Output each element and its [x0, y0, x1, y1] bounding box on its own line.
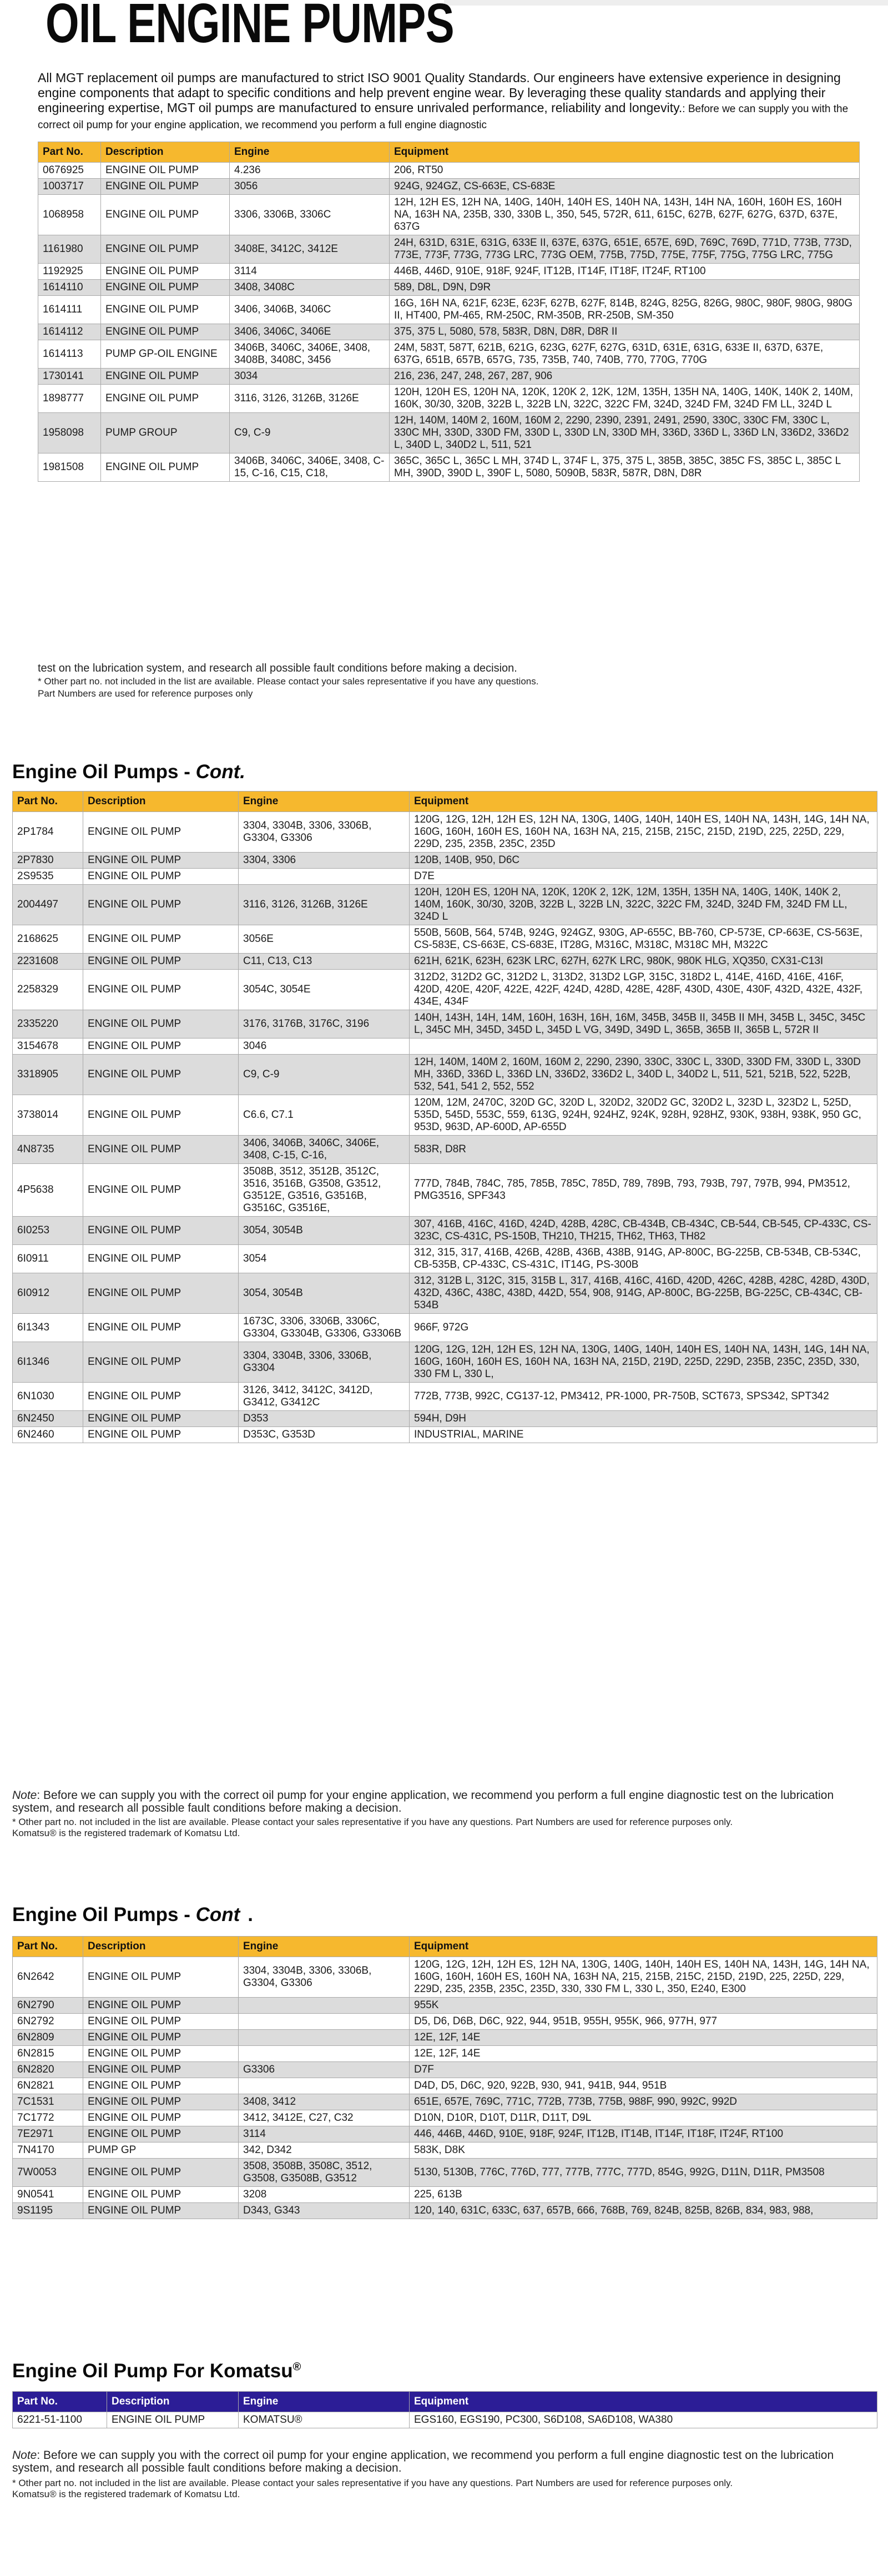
engine-cell: 3208 [239, 2187, 410, 2203]
part-number-cell: 1614110 [38, 280, 101, 296]
table-row [38, 324, 860, 340]
engine-cell: 4.236 [230, 163, 390, 179]
engine-cell: 342, D342 [239, 2143, 410, 2159]
table4-fine-2: Komatsu® is the registered trademark of Komatsu Ltd. [12, 2489, 240, 2499]
equipment-cell: 594H, D9H [410, 1411, 877, 1427]
description-cell: ENGINE OIL PUMP [83, 1010, 239, 1039]
intro-paragraph [38, 70, 859, 133]
parts-table-3 [12, 1936, 877, 2219]
col-header-engine: Engine [239, 792, 410, 812]
table1-fine-2: Part Numbers are used for reference purposes only [38, 688, 253, 699]
engine-cell: 3304, 3304B, 3306, 3306B, G3304 [239, 1342, 410, 1383]
engine-cell: D343, G343 [239, 2203, 410, 2219]
description-cell: ENGINE OIL PUMP [101, 385, 230, 413]
description-cell: ENGINE OIL PUMP [83, 970, 239, 1010]
description-cell: ENGINE OIL PUMP [83, 869, 239, 885]
engine-cell: 3034 [230, 369, 390, 385]
table-row [13, 885, 877, 925]
equipment-cell: D7E [410, 869, 877, 885]
col-header-description: Description [101, 142, 230, 163]
table-row [38, 195, 860, 235]
part-number-cell: 6I1346 [13, 1342, 83, 1383]
equipment-cell: 772B, 773B, 992C, CG137-12, PM3412, PR-1000, PR-750B, SCT673, SPS342, SPT342 [410, 1383, 877, 1411]
description-cell: ENGINE OIL PUMP [101, 280, 230, 296]
equipment-cell: 550B, 560B, 564, 574B, 924G, 924GZ, 930G, AP-655C, BB-760, CP-573E, CP-663E, CS-563E, CS-583E, CS-663E, CS-683E, IT28G, M316C, M318C, M318C MH, M322C [410, 925, 877, 954]
col-header-engine: Engine [230, 142, 390, 163]
equipment-cell: 12H, 12H ES, 12H NA, 140G, 140H, 140H ES, 140H NA, 143H, 14H NA, 160H, 160H ES, 160H NA, 163H NA, 235B, 330, 330B L, 350, 545, 572R, 611, 615C, 627B, 627F, 627G, 637D, 637E, 637G [390, 195, 860, 235]
table-row [38, 179, 860, 195]
col-header-description: Description [107, 2392, 239, 2412]
equipment-cell: D7F [410, 2062, 877, 2078]
table-row [13, 1095, 877, 1136]
parts-table-komatsu [12, 2391, 877, 2428]
section-4-reg: ® [292, 2361, 301, 2373]
table-row [13, 2412, 877, 2428]
description-cell: ENGINE OIL PUMP [83, 2046, 239, 2062]
part-number-cell: 6I1343 [13, 1314, 83, 1342]
table-row [38, 453, 860, 482]
equipment-cell: 966F, 972G [410, 1314, 877, 1342]
engine-cell [239, 2014, 410, 2030]
table-row [13, 1164, 877, 1217]
equipment-cell: 621H, 621K, 623H, 623K LRC, 627H, 627K LRC, 980K, 980K HLG, XQ350, CX31-C13I [410, 954, 877, 970]
description-cell: ENGINE OIL PUMP [101, 324, 230, 340]
engine-cell: D353C, G353D [239, 1427, 410, 1443]
part-number-cell: 7E2971 [13, 2126, 83, 2143]
section-3-title: Engine Oil Pumps - [12, 1904, 196, 1925]
part-number-cell: 6I0911 [13, 1245, 83, 1273]
part-number-cell: 6N2450 [13, 1411, 83, 1427]
description-cell: ENGINE OIL PUMP [83, 1383, 239, 1411]
col-header-equipment: Equipment [410, 2392, 877, 2412]
table-row [38, 369, 860, 385]
equipment-cell: 777D, 784B, 784C, 785, 785B, 785C, 785D, 789, 789B, 793, 793B, 797, 797B, 994, PM3512, PMG3516, SPF343 [410, 1164, 877, 1217]
description-cell: ENGINE OIL PUMP [101, 453, 230, 482]
part-number-cell: 1614111 [38, 296, 101, 324]
equipment-cell: D10N, D10R, D10T, D11R, D11T, D9L [410, 2110, 877, 2126]
table-row [13, 1411, 877, 1427]
equipment-cell: D5, D6, D6B, D6C, 922, 944, 951B, 955H, 955K, 966, 977H, 977 [410, 2014, 877, 2030]
description-cell: ENGINE OIL PUMP [83, 1314, 239, 1342]
table-row [13, 1383, 877, 1411]
equipment-cell: 120G, 12G, 12H, 12H ES, 12H NA, 130G, 140G, 140H, 140H ES, 140H NA, 143H, 14G, 14H NA, 160G, 160H, 160H ES, 160H NA, 163H NA, 215D, 219D, 225D, 229D, 235B, 235C, 235D, 330, 330 FM L, 330 L, [410, 1342, 877, 1383]
table-row [13, 2046, 877, 2062]
description-cell: ENGINE OIL PUMP [83, 1342, 239, 1383]
intro-inline-note: : Before we can supply you with the correct oil pump for your engine application, we recommend you perform a full engine diagnostic [38, 103, 849, 131]
engine-cell: 3406, 3406B, 3406C [230, 296, 390, 324]
equipment-cell: 225, 613B [410, 2187, 877, 2203]
equipment-cell: 16G, 16H NA, 621F, 623E, 623F, 627B, 627F, 814B, 824G, 825G, 826G, 980C, 980F, 980G, 980G II, HT400, PM-465, RM-250C, RM-350B, RR-250B, SM-350 [390, 296, 860, 324]
engine-cell: 3304, 3304B, 3306, 3306B, G3304, G3306 [239, 1957, 410, 1998]
part-number-cell: 3738014 [13, 1095, 83, 1136]
part-number-cell: 4N8735 [13, 1136, 83, 1164]
equipment-cell: 120M, 12M, 2470C, 320D GC, 320D L, 320D2, 320D2 GC, 320D2 L, 323D L, 323D2 L, 525D, 535D, 545D, 553C, 559, 613G, 924H, 924HZ, 924K, 928H, 928HZ, 930K, 938H, 938K, 950 GC, 953D, 963D, AP-600D, AP-655D [410, 1095, 877, 1136]
table-row [13, 970, 877, 1010]
table-row [13, 1136, 877, 1164]
description-cell: ENGINE OIL PUMP [83, 2187, 239, 2203]
col-header-equipment: Equipment [410, 1937, 877, 1957]
description-cell: ENGINE OIL PUMP [101, 264, 230, 280]
engine-cell: 3408E, 3412C, 3412E [230, 235, 390, 264]
col-header-description: Description [83, 1937, 239, 1957]
description-cell: ENGINE OIL PUMP [83, 1039, 239, 1055]
table-row [13, 1055, 877, 1095]
table-row [13, 2110, 877, 2126]
equipment-cell: EGS160, EGS190, PC300, S6D108, SA6D108, WA380 [410, 2412, 877, 2428]
table-row [13, 1314, 877, 1342]
table-row [13, 2014, 877, 2030]
col-header-part: Part No. [38, 142, 101, 163]
table-row [13, 2062, 877, 2078]
description-cell: ENGINE OIL PUMP [83, 925, 239, 954]
equipment-cell: 120, 140, 631C, 633C, 637, 657B, 666, 768B, 769, 824B, 825B, 826B, 834, 983, 988, [410, 2203, 877, 2219]
engine-cell [239, 869, 410, 885]
engine-cell: 3116, 3126, 3126B, 3126E [239, 885, 410, 925]
table-header-row [13, 2392, 877, 2412]
col-header-description: Description [83, 792, 239, 812]
part-number-cell: 9N0541 [13, 2187, 83, 2203]
equipment-cell: 924G, 924GZ, CS-663E, CS-683E [390, 179, 860, 195]
col-header-part: Part No. [13, 792, 83, 812]
equipment-cell: 120B, 140B, 950, D6C [410, 853, 877, 869]
equipment-cell: 120H, 120H ES, 120H NA, 120K, 120K 2, 12K, 12M, 135H, 135H NA, 140G, 140K, 140K 2, 140M, 160K, 30/30, 320B, 322B L, 322B LN, 322C, 322C FM, 324D, 324D FM, 324D FM LL, 324D L [410, 885, 877, 925]
table-row [13, 1427, 877, 1443]
table-row [13, 1245, 877, 1273]
part-number-cell: 4P5638 [13, 1164, 83, 1217]
table-row [13, 1998, 877, 2014]
engine-cell: 3126, 3412, 3412C, 3412D, G3412, G3412C [239, 1383, 410, 1411]
parts-table-1 [38, 142, 860, 482]
equipment-cell: 312, 312B L, 312C, 315, 315B L, 317, 416B, 416C, 416D, 420D, 426C, 428B, 428C, 428D, 430D, 432D, 436C, 438C, 438D, 442D, 554, 908, 914G, AP-800C, BG-225B, BG-225C, CB-434C, CB-534B [410, 1273, 877, 1314]
table-row [13, 1273, 877, 1314]
description-cell: ENGINE OIL PUMP [83, 1411, 239, 1427]
engine-cell: 3056 [230, 179, 390, 195]
part-number-cell: 2P1784 [13, 812, 83, 853]
engine-cell [239, 2078, 410, 2094]
equipment-cell: 651E, 657E, 769C, 771C, 772B, 773B, 775B, 988F, 990, 992C, 992D [410, 2094, 877, 2110]
part-number-cell: 9S1195 [13, 2203, 83, 2219]
part-number-cell: 1730141 [38, 369, 101, 385]
description-cell: PUMP GROUP [101, 413, 230, 453]
equipment-cell: 12E, 12F, 14E [410, 2046, 877, 2062]
engine-cell: KOMATSU® [239, 2412, 410, 2428]
equipment-cell [410, 1039, 877, 1055]
equipment-cell: D4D, D5, D6C, 920, 922B, 930, 941, 941B, 944, 951B [410, 2078, 877, 2094]
part-number-cell: 7W0053 [13, 2159, 83, 2187]
table-row [13, 954, 877, 970]
table2-note-label: Note [12, 1789, 37, 1802]
table-row [13, 2187, 877, 2203]
part-number-cell: 6N2790 [13, 1998, 83, 2014]
equipment-cell: 120G, 12G, 12H, 12H ES, 12H NA, 130G, 140G, 140H, 140H ES, 140H NA, 143H, 14G, 14H NA, 160G, 160H, 160H ES, 160H NA, 163H NA, 215, 215B, 215C, 215D, 219D, 225, 225D, 229, 229D, 235, 235B, 235C, 235D, 330, 330 FM L, 330 L, 350, E240, E300 [410, 1957, 877, 1998]
part-number-cell: 7C1772 [13, 2110, 83, 2126]
section-heading-2 [12, 761, 245, 783]
engine-cell: C9, C-9 [239, 1055, 410, 1095]
table-header-row [13, 792, 877, 812]
table-row [38, 235, 860, 264]
engine-cell: 3406B, 3406C, 3406E, 3408, C-15, C-16, C15, C18, [230, 453, 390, 482]
section-2-title: Engine Oil Pumps - [12, 761, 196, 783]
engine-cell: D353 [239, 1411, 410, 1427]
equipment-cell: 12E, 12F, 14E [410, 2030, 877, 2046]
section-3-dot: . [248, 1904, 254, 1925]
part-number-cell: 6I0912 [13, 1273, 83, 1314]
section-4-title: Engine Oil Pump For Komatsu [12, 2360, 293, 2382]
table2-note [12, 1789, 867, 1814]
part-number-cell: 0676925 [38, 163, 101, 179]
description-cell: ENGINE OIL PUMP [83, 1164, 239, 1217]
part-number-cell: 2S9535 [13, 869, 83, 885]
col-header-part: Part No. [13, 2392, 107, 2412]
equipment-cell: 120G, 12G, 12H, 12H ES, 12H NA, 130G, 140G, 140H, 140H ES, 140H NA, 143H, 14G, 14H NA, 160G, 160H, 160H ES, 160H NA, 163H NA, 215, 215B, 215C, 215D, 219D, 225, 225D, 229, 229D, 235, 235B, 235C, 235D [410, 812, 877, 853]
engine-cell: 3508B, 3512, 3512B, 3512C, 3516, 3516B, G3508, G3512, G3512E, G3516, G3516B, G3516C, G3516E, [239, 1164, 410, 1217]
description-cell: ENGINE OIL PUMP [83, 1055, 239, 1095]
description-cell: ENGINE OIL PUMP [101, 369, 230, 385]
description-cell: ENGINE OIL PUMP [83, 1273, 239, 1314]
table-row [13, 1010, 877, 1039]
table-header-row [38, 142, 860, 163]
part-number-cell: 2231608 [13, 954, 83, 970]
engine-cell: 3054, 3054B [239, 1217, 410, 1245]
table2-fine-1: * Other part no. not included in the list are available. Please contact your sales representative if you have any questions. Part Numbers are used for reference purposes only. [12, 1817, 733, 1827]
description-cell: ENGINE OIL PUMP [83, 2126, 239, 2143]
part-number-cell: 6221-51-1100 [13, 2412, 107, 2428]
equipment-cell: 206, RT50 [390, 163, 860, 179]
description-cell: ENGINE OIL PUMP [83, 2078, 239, 2094]
engine-cell: 3412, 3412E, C27, C32 [239, 2110, 410, 2126]
col-header-engine: Engine [239, 1937, 410, 1957]
table-row [38, 413, 860, 453]
description-cell: ENGINE OIL PUMP [83, 1095, 239, 1136]
equipment-cell: 375, 375 L, 5080, 578, 583R, D8N, D8R, D8R II [390, 324, 860, 340]
equipment-cell: 583K, D8K [410, 2143, 877, 2159]
part-number-cell: 1003717 [38, 179, 101, 195]
description-cell: ENGINE OIL PUMP [83, 2110, 239, 2126]
part-number-cell: 2P7830 [13, 853, 83, 869]
equipment-cell: 365C, 365C L, 365C L MH, 374D L, 374F L, 375, 375 L, 385B, 385C, 385C FS, 385C L, 385C L MH, 390D, 390D L, 390F L, 5080, 5090B, 583R, 587R, D8N, D8R [390, 453, 860, 482]
equipment-cell: 446B, 446D, 910E, 918F, 924F, IT12B, IT14F, IT18F, IT24F, RT100 [390, 264, 860, 280]
part-number-cell: 2004497 [13, 885, 83, 925]
table-row [38, 296, 860, 324]
description-cell: ENGINE OIL PUMP [83, 853, 239, 869]
table-row [38, 340, 860, 369]
part-number-cell: 1958098 [38, 413, 101, 453]
table2-note-text: : Before we can supply you with the correct oil pump for your engine application, we recommend you perform a full engine diagnostic test on the lubrication system, and research all possible fault conditions before making a decision. [12, 1789, 834, 1814]
engine-cell: C6.6, C7.1 [239, 1095, 410, 1136]
table-row [13, 853, 877, 869]
table4-note-text: : Before we can supply you with the correct oil pump for your engine application, we recommend you perform a full engine diagnostic test on the lubrication system, and research all possible fault conditions before making a decision. [12, 2449, 834, 2474]
equipment-cell: 312D2, 312D2 GC, 312D2 L, 313D2, 313D2 LGP, 315C, 318D2 L, 414E, 416D, 416E, 416F, 420D, 420E, 420F, 422E, 422F, 424D, 428D, 428E, 428F, 430D, 430E, 430F, 432D, 432E, 432F, 434E, 434F [410, 970, 877, 1010]
engine-cell [239, 2046, 410, 2062]
engine-cell: 3406B, 3406C, 3406E, 3408, 3408B, 3408C, 3456 [230, 340, 390, 369]
engine-cell: 3054, 3054B [239, 1273, 410, 1314]
engine-cell [239, 1998, 410, 2014]
engine-cell: C9, C-9 [230, 413, 390, 453]
section-3-suffix: Cont [195, 1904, 240, 1925]
engine-cell: 3054 [239, 1245, 410, 1273]
part-number-cell: 6N2792 [13, 2014, 83, 2030]
engine-cell: G3306 [239, 2062, 410, 2078]
table2-fine-2: Komatsu® is the registered trademark of Komatsu Ltd. [12, 1828, 240, 1838]
intro-text: All MGT replacement oil pumps are manufactured to strict ISO 9001 Quality Standards. Our engineers have extensive experience in designing engine components that adapt to specific conditions and help prevent engine wear. By leveraging these quality standards and applying their engineering expertise, MGT oil pumps are manufactured to ensure unrivaled performance, reliability and longevity. [38, 70, 841, 115]
part-number-cell: 7N4170 [13, 2143, 83, 2159]
equipment-cell: 120H, 120H ES, 120H NA, 120K, 120K 2, 12K, 12M, 135H, 135H NA, 140G, 140K, 140K 2, 140M, 160K, 30/30, 320B, 322B L, 322B LN, 322C, 322C FM, 324D, 324D FM, 324D FM LL, 324D L [390, 385, 860, 413]
engine-cell: 3306, 3306B, 3306C [230, 195, 390, 235]
description-cell: ENGINE OIL PUMP [101, 296, 230, 324]
table-row [13, 1217, 877, 1245]
part-number-cell: 1161980 [38, 235, 101, 264]
description-cell: PUMP GP [83, 2143, 239, 2159]
part-number-cell: 1898777 [38, 385, 101, 413]
part-number-cell: 6N2809 [13, 2030, 83, 2046]
engine-cell: 3508, 3508B, 3508C, 3512, G3508, G3508B, G3512 [239, 2159, 410, 2187]
part-number-cell: 6N2642 [13, 1957, 83, 1998]
part-number-cell: 7C1531 [13, 2094, 83, 2110]
description-cell: ENGINE OIL PUMP [83, 885, 239, 925]
part-number-cell: 6N2821 [13, 2078, 83, 2094]
description-cell: ENGINE OIL PUMP [83, 1217, 239, 1245]
engine-cell: 3408, 3412 [239, 2094, 410, 2110]
engine-cell: 3114 [239, 2126, 410, 2143]
equipment-cell: 5130, 5130B, 776C, 776D, 777, 777B, 777C, 777D, 854G, 992G, D11N, D11R, PM3508 [410, 2159, 877, 2187]
description-cell: ENGINE OIL PUMP [83, 2014, 239, 2030]
table-row [13, 812, 877, 853]
equipment-cell: 24M, 583T, 587T, 621B, 621G, 623G, 627F, 627G, 631D, 631E, 631G, 633E II, 637D, 637E, 637G, 651B, 657B, 657G, 735, 735B, 740, 740B, 770, 770G, 770G [390, 340, 860, 369]
engine-cell: 3046 [239, 1039, 410, 1055]
equipment-cell: 955K [410, 1998, 877, 2014]
table-row [13, 2030, 877, 2046]
part-number-cell: 3154678 [13, 1039, 83, 1055]
table-row [38, 264, 860, 280]
section-2-suffix: Cont. [195, 761, 246, 783]
table-row [13, 2094, 877, 2110]
description-cell: ENGINE OIL PUMP [83, 2094, 239, 2110]
col-header-equipment: Equipment [410, 792, 877, 812]
table1-note: test on the lubrication system, and research all possible fault conditions before making a decision. [38, 662, 517, 674]
description-cell: ENGINE OIL PUMP [83, 2159, 239, 2187]
engine-cell: 3408, 3408C [230, 280, 390, 296]
section-heading-4 [12, 2360, 301, 2382]
engine-cell: 3176, 3176B, 3176C, 3196 [239, 1010, 410, 1039]
table4-note-label: Note [12, 2449, 37, 2462]
table-row [13, 2159, 877, 2187]
col-header-part: Part No. [13, 1937, 83, 1957]
engine-cell: 3116, 3126, 3126B, 3126E [230, 385, 390, 413]
part-number-cell: 2258329 [13, 970, 83, 1010]
page-title: OIL ENGINE PUMPS [46, 0, 454, 54]
equipment-cell: 589, D8L, D9N, D9R [390, 280, 860, 296]
table-row [13, 1342, 877, 1383]
table-header-row [13, 1937, 877, 1957]
description-cell: ENGINE OIL PUMP [101, 179, 230, 195]
table-row [13, 925, 877, 954]
description-cell: ENGINE OIL PUMP [83, 812, 239, 853]
engine-cell: 3406, 3406C, 3406E [230, 324, 390, 340]
engine-cell: C11, C13, C13 [239, 954, 410, 970]
description-cell: ENGINE OIL PUMP [83, 1427, 239, 1443]
table-row [13, 2078, 877, 2094]
description-cell: ENGINE OIL PUMP [101, 195, 230, 235]
table-row [13, 1039, 877, 1055]
description-cell: ENGINE OIL PUMP [83, 2203, 239, 2219]
description-cell: ENGINE OIL PUMP [83, 1957, 239, 1998]
table-row [13, 2143, 877, 2159]
equipment-cell: INDUSTRIAL, MARINE [410, 1427, 877, 1443]
description-cell: ENGINE OIL PUMP [83, 1136, 239, 1164]
equipment-cell: 446, 446B, 446D, 910E, 918F, 924F, IT12B, IT14B, IT14F, IT18F, IT24F, RT100 [410, 2126, 877, 2143]
part-number-cell: 1614112 [38, 324, 101, 340]
description-cell: PUMP GP-OIL ENGINE [101, 340, 230, 369]
engine-cell [239, 2030, 410, 2046]
description-cell: ENGINE OIL PUMP [83, 2030, 239, 2046]
description-cell: ENGINE OIL PUMP [83, 2062, 239, 2078]
table-row [13, 1957, 877, 1998]
top-gradient-bar [444, 0, 888, 6]
equipment-cell: 12H, 140M, 140M 2, 160M, 160M 2, 2290, 2390, 2391, 2491, 2590, 330C, 330C FM, 330C L, 330C MH, 330D, 330D FM, 330D L, 330D LN, 330D MH, 336D, 336D L, 336D LN, 336D2, 336D2 L, 340D L, 340D2 L, 511, 521 [390, 413, 860, 453]
table-row [38, 163, 860, 179]
parts-table-2 [12, 791, 877, 1443]
equipment-cell: 24H, 631D, 631E, 631G, 633E II, 637E, 637G, 651E, 657E, 69D, 769C, 769D, 771D, 773B, 773D, 773E, 773F, 773G, 773G LRC, 773G OEM, 775B, 775D, 775E, 775F, 775G, 775G LRC, 775G [390, 235, 860, 264]
description-cell: ENGINE OIL PUMP [101, 235, 230, 264]
engine-cell: 3054C, 3054E [239, 970, 410, 1010]
part-number-cell: 6I0253 [13, 1217, 83, 1245]
part-number-cell: 6N2820 [13, 2062, 83, 2078]
part-number-cell: 1192925 [38, 264, 101, 280]
engine-cell: 3406, 3406B, 3406C, 3406E, 3408, C-15, C-16, [239, 1136, 410, 1164]
description-cell: ENGINE OIL PUMP [83, 1245, 239, 1273]
equipment-cell: 12H, 140M, 140M 2, 160M, 160M 2, 2290, 2390, 330C, 330C L, 330D, 330D FM, 330D L, 330D MH, 336D, 336D L, 336D LN, 336D2, 336D2 L, 340D L, 340D2 L, 511, 521, 521B, 522, 522B, 532, 541, 541 2, 552, 552 [410, 1055, 877, 1095]
part-number-cell: 1068958 [38, 195, 101, 235]
table1-fine-1: * Other part no. not included in the list are available. Please contact your sales representative if you have any questions. [38, 676, 539, 687]
part-number-cell: 6N2460 [13, 1427, 83, 1443]
col-header-equipment: Equipment [390, 142, 860, 163]
table-row [38, 385, 860, 413]
equipment-cell: 307, 416B, 416C, 416D, 424D, 428B, 428C, CB-434B, CB-434C, CB-544, CB-545, CP-433C, CS-323C, CS-431C, PS-150B, TH210, TH215, TH62, TH63, TH82 [410, 1217, 877, 1245]
part-number-cell: 6N1030 [13, 1383, 83, 1411]
engine-cell: 3304, 3304B, 3306, 3306B, G3304, G3306 [239, 812, 410, 853]
description-cell: ENGINE OIL PUMP [83, 1998, 239, 2014]
part-number-cell: 6N2815 [13, 2046, 83, 2062]
equipment-cell: 216, 236, 247, 248, 267, 287, 906 [390, 369, 860, 385]
col-header-engine: Engine [239, 2392, 410, 2412]
engine-cell: 3304, 3306 [239, 853, 410, 869]
table4-fine-1: * Other part no. not included in the list are available. Please contact your sales representative if you have any questions. Part Numbers are used for reference purposes only. [12, 2478, 733, 2488]
table-row [13, 869, 877, 885]
part-number-cell: 3318905 [13, 1055, 83, 1095]
equipment-cell: 583R, D8R [410, 1136, 877, 1164]
table4-note [12, 2449, 867, 2474]
equipment-cell: 312, 315, 317, 416B, 426B, 428B, 436B, 438B, 914G, AP-800C, BG-225B, CB-534B, CB-534C, CB-535B, CP-433C, CS-431C, IT14G, PS-300B [410, 1245, 877, 1273]
description-cell: ENGINE OIL PUMP [107, 2412, 239, 2428]
part-number-cell: 1981508 [38, 453, 101, 482]
engine-cell: 1673C, 3306, 3306B, 3306C, G3304, G3304B, G3306, G3306B [239, 1314, 410, 1342]
description-cell: ENGINE OIL PUMP [101, 163, 230, 179]
table-row [38, 280, 860, 296]
engine-cell: 3114 [230, 264, 390, 280]
engine-cell: 3056E [239, 925, 410, 954]
part-number-cell: 2335220 [13, 1010, 83, 1039]
table-row [13, 2203, 877, 2219]
equipment-cell: 140H, 143H, 14H, 14M, 160H, 163H, 16H, 16M, 345B, 345B II, 345B II MH, 345B L, 345C, 345C L, 345C MH, 345D, 345D L, 345D L VG, 349D, 349D L, 365B, 365B II, 365B L, 572R II [410, 1010, 877, 1039]
description-cell: ENGINE OIL PUMP [83, 954, 239, 970]
part-number-cell: 1614113 [38, 340, 101, 369]
part-number-cell: 2168625 [13, 925, 83, 954]
section-heading-3 [12, 1904, 253, 1926]
table-row [13, 2126, 877, 2143]
